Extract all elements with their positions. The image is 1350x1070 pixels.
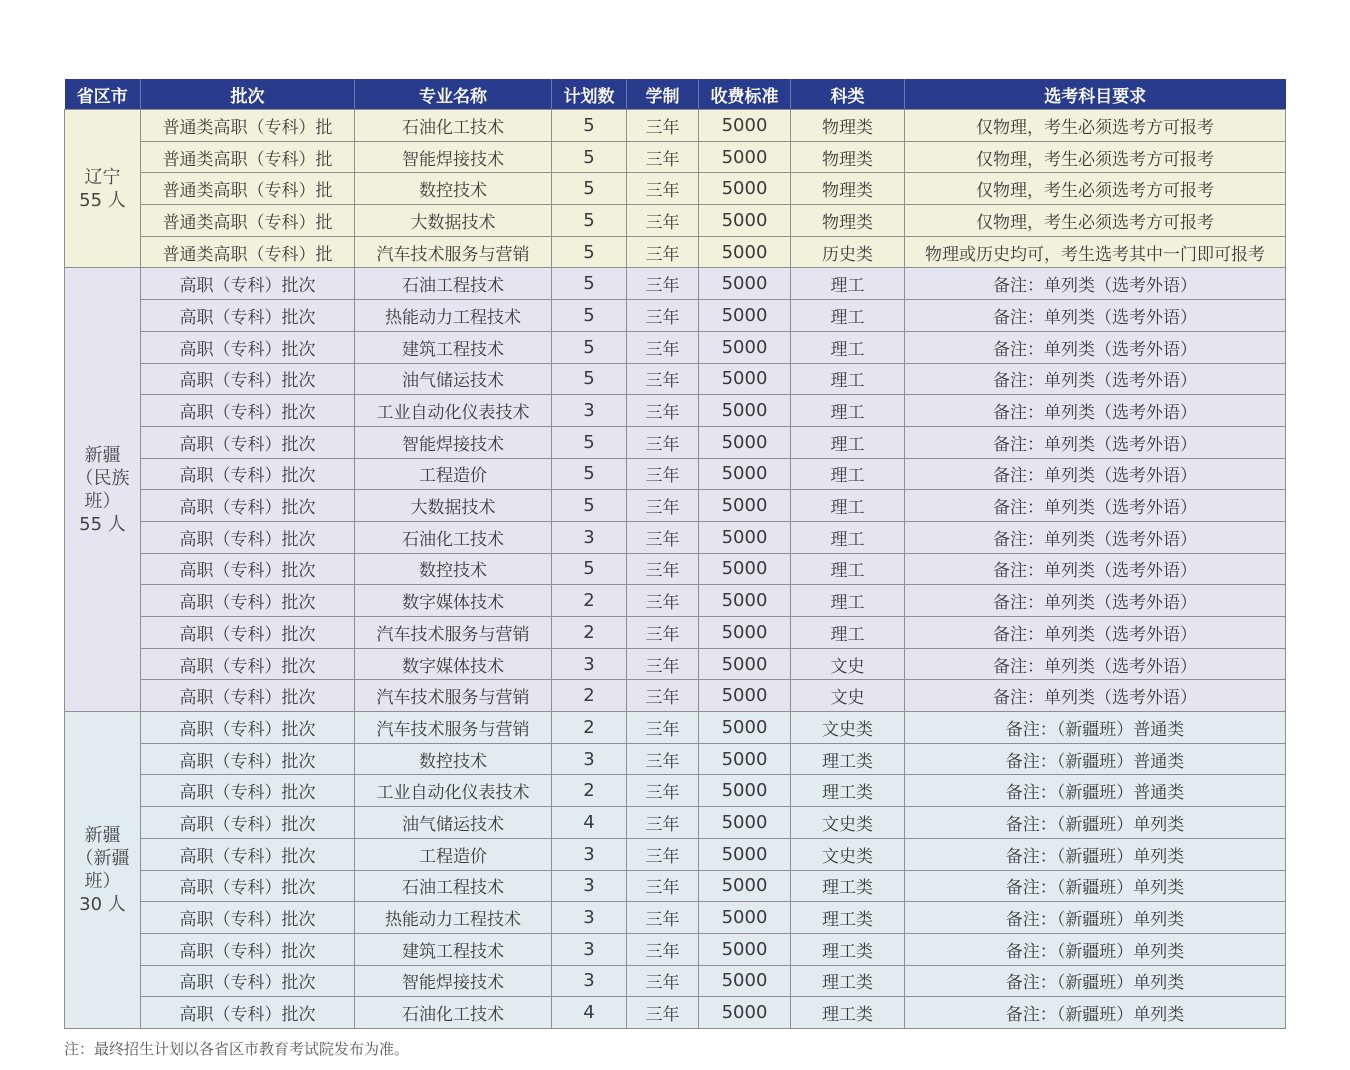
category-cell: 文史类 <box>791 807 905 839</box>
major-cell: 石油工程技术 <box>355 268 552 300</box>
subject-requirement-cell: 备注：单列类（选考外语） <box>905 680 1286 712</box>
tuition-cell: 5000 <box>699 743 791 775</box>
subject-requirement-cell: 备注：（新疆班）单列类 <box>905 870 1286 902</box>
table-row <box>65 680 1286 712</box>
category-cell: 理工 <box>791 300 905 332</box>
subject-requirement-cell: 备注：（新疆班）普通类 <box>905 775 1286 807</box>
batch-cell: 高职（专科）批次 <box>141 395 355 427</box>
tuition-cell: 5000 <box>699 807 791 839</box>
tuition-cell: 5000 <box>699 173 791 205</box>
batch-cell: 普通类高职（专科）批 <box>141 141 355 173</box>
table-body <box>65 110 1286 1029</box>
plan-count-cell: 3 <box>552 933 627 965</box>
category-cell: 理工 <box>791 553 905 585</box>
plan-count-cell: 5 <box>552 363 627 395</box>
major-cell: 油气储运技术 <box>355 363 552 395</box>
category-cell: 理工类 <box>791 902 905 934</box>
header-batch: 批次 <box>141 79 355 110</box>
tuition-cell: 5000 <box>699 712 791 744</box>
plan-count-cell: 5 <box>552 426 627 458</box>
duration-cell: 三年 <box>627 965 699 997</box>
tuition-cell: 5000 <box>699 363 791 395</box>
province-label-line: 30 人 <box>79 894 126 915</box>
duration-cell: 三年 <box>627 268 699 300</box>
major-cell: 智能焊接技术 <box>355 426 552 458</box>
batch-cell: 高职（专科）批次 <box>141 331 355 363</box>
category-cell: 历史类 <box>791 236 905 268</box>
tuition-cell: 5000 <box>699 870 791 902</box>
batch-cell: 高职（专科）批次 <box>141 712 355 744</box>
tuition-cell: 5000 <box>699 110 791 142</box>
plan-count-cell: 5 <box>552 300 627 332</box>
tuition-cell: 5000 <box>699 426 791 458</box>
subject-requirement-cell: 备注：单列类（选考外语） <box>905 617 1286 649</box>
plan-count-cell: 3 <box>552 902 627 934</box>
subject-requirement-cell: 备注：单列类（选考外语） <box>905 585 1286 617</box>
major-cell: 数字媒体技术 <box>355 648 552 680</box>
header-tuition: 收费标准 <box>699 79 791 110</box>
tuition-cell: 5000 <box>699 268 791 300</box>
category-cell: 物理类 <box>791 141 905 173</box>
batch-cell: 高职（专科）批次 <box>141 743 355 775</box>
header-row <box>65 79 1286 110</box>
major-cell: 油气储运技术 <box>355 807 552 839</box>
plan-count-cell: 5 <box>552 331 627 363</box>
major-cell: 工业自动化仪表技术 <box>355 395 552 427</box>
duration-cell: 三年 <box>627 141 699 173</box>
province-label-line: 55 人 <box>79 189 126 211</box>
category-cell: 理工 <box>791 426 905 458</box>
major-cell: 热能动力工程技术 <box>355 902 552 934</box>
duration-cell: 三年 <box>627 110 699 142</box>
category-cell: 理工 <box>791 521 905 553</box>
table-row <box>65 363 1286 395</box>
plan-count-cell: 2 <box>552 775 627 807</box>
table-row <box>65 236 1286 268</box>
subject-requirement-cell: 备注：单列类（选考外语） <box>905 363 1286 395</box>
batch-cell: 普通类高职（专科）批 <box>141 110 355 142</box>
batch-cell: 高职（专科）批次 <box>141 775 355 807</box>
major-cell: 大数据技术 <box>355 205 552 237</box>
table-row <box>65 648 1286 680</box>
subject-requirement-cell: 备注：（新疆班）单列类 <box>905 838 1286 870</box>
major-cell: 智能焊接技术 <box>355 141 552 173</box>
tuition-cell: 5000 <box>699 965 791 997</box>
subject-requirement-cell: 备注：单列类（选考外语） <box>905 331 1286 363</box>
table-row <box>65 110 1286 142</box>
tuition-cell: 5000 <box>699 775 791 807</box>
duration-cell: 三年 <box>627 490 699 522</box>
table-header <box>65 79 1286 110</box>
province-label-line: 新疆 <box>84 444 121 466</box>
province-cell <box>65 268 141 712</box>
subject-requirement-cell: 备注：（新疆班）普通类 <box>905 712 1286 744</box>
major-cell: 大数据技术 <box>355 490 552 522</box>
category-cell: 物理类 <box>791 173 905 205</box>
table-row <box>65 490 1286 522</box>
table-row <box>65 807 1286 839</box>
province-cell <box>65 110 141 268</box>
batch-cell: 高职（专科）批次 <box>141 965 355 997</box>
tuition-cell: 5000 <box>699 141 791 173</box>
category-cell: 理工 <box>791 268 905 300</box>
batch-cell: 高职（专科）批次 <box>141 458 355 490</box>
tuition-cell: 5000 <box>699 997 791 1029</box>
duration-cell: 三年 <box>627 521 699 553</box>
category-cell: 理工 <box>791 585 905 617</box>
plan-count-cell: 3 <box>552 870 627 902</box>
tuition-cell: 5000 <box>699 585 791 617</box>
batch-cell: 高职（专科）批次 <box>141 870 355 902</box>
plan-count-cell: 2 <box>552 617 627 649</box>
batch-cell: 高职（专科）批次 <box>141 363 355 395</box>
plan-count-cell: 5 <box>552 110 627 142</box>
table-row <box>65 553 1286 585</box>
duration-cell: 三年 <box>627 363 699 395</box>
duration-cell: 三年 <box>627 331 699 363</box>
plan-count-cell: 3 <box>552 743 627 775</box>
province-label-line: 新疆 <box>84 825 121 846</box>
tuition-cell: 5000 <box>699 300 791 332</box>
category-cell: 理工类 <box>791 743 905 775</box>
table-row <box>65 712 1286 744</box>
subject-requirement-cell: 备注：单列类（选考外语） <box>905 521 1286 553</box>
province-cell <box>65 712 141 1029</box>
plan-count-cell: 5 <box>552 268 627 300</box>
subject-requirement-cell: 物理或历史均可，考生选考其中一门即可报考 <box>905 236 1286 268</box>
duration-cell: 三年 <box>627 775 699 807</box>
subject-requirement-cell: 备注：单列类（选考外语） <box>905 458 1286 490</box>
province-label-line: 辽宁 <box>84 166 121 188</box>
subject-requirement-cell: 备注：单列类（选考外语） <box>905 553 1286 585</box>
duration-cell: 三年 <box>627 173 699 205</box>
major-cell: 建筑工程技术 <box>355 331 552 363</box>
table-row <box>65 173 1286 205</box>
major-cell: 智能焊接技术 <box>355 965 552 997</box>
major-cell: 数控技术 <box>355 173 552 205</box>
major-cell: 汽车技术服务与营销 <box>355 680 552 712</box>
duration-cell: 三年 <box>627 648 699 680</box>
plan-count-cell: 5 <box>552 173 627 205</box>
table-row <box>65 458 1286 490</box>
plan-count-cell: 5 <box>552 236 627 268</box>
batch-cell: 高职（专科）批次 <box>141 585 355 617</box>
header-plan-count: 计划数 <box>552 79 627 110</box>
header-major: 专业名称 <box>355 79 552 110</box>
duration-cell: 三年 <box>627 997 699 1029</box>
plan-count-cell: 4 <box>552 997 627 1029</box>
plan-count-cell: 5 <box>552 205 627 237</box>
subject-requirement-cell: 备注：单列类（选考外语） <box>905 426 1286 458</box>
category-cell: 理工类 <box>791 775 905 807</box>
major-cell: 工程造价 <box>355 838 552 870</box>
batch-cell: 高职（专科）批次 <box>141 300 355 332</box>
table-row <box>65 743 1286 775</box>
batch-cell: 高职（专科）批次 <box>141 426 355 458</box>
subject-requirement-cell: 备注：（新疆班）单列类 <box>905 933 1286 965</box>
batch-cell: 高职（专科）批次 <box>141 997 355 1029</box>
table-row <box>65 268 1286 300</box>
duration-cell: 三年 <box>627 205 699 237</box>
subject-requirement-cell: 备注：（新疆班）单列类 <box>905 807 1286 839</box>
subject-requirement-cell: 备注：（新疆班）单列类 <box>905 965 1286 997</box>
category-cell: 理工类 <box>791 965 905 997</box>
major-cell: 汽车技术服务与营销 <box>355 236 552 268</box>
subject-requirement-cell: 备注：单列类（选考外语） <box>905 268 1286 300</box>
tuition-cell: 5000 <box>699 838 791 870</box>
tuition-cell: 5000 <box>699 680 791 712</box>
province-label-line: （民族 <box>75 467 130 489</box>
duration-cell: 三年 <box>627 902 699 934</box>
batch-cell: 普通类高职（专科）批 <box>141 205 355 237</box>
subject-requirement-cell: 仅物理，考生必须选考方可报考 <box>905 110 1286 142</box>
plan-count-cell: 3 <box>552 395 627 427</box>
plan-count-cell: 5 <box>552 490 627 522</box>
batch-cell: 高职（专科）批次 <box>141 648 355 680</box>
category-cell: 文史类 <box>791 712 905 744</box>
plan-count-cell: 3 <box>552 965 627 997</box>
category-cell: 理工类 <box>791 997 905 1029</box>
table-row <box>65 617 1286 649</box>
table-row <box>65 205 1286 237</box>
province-label-line: 班） <box>84 490 121 512</box>
subject-requirement-cell: 备注：单列类（选考外语） <box>905 395 1286 427</box>
tuition-cell: 5000 <box>699 331 791 363</box>
table-row <box>65 141 1286 173</box>
major-cell: 工程造价 <box>355 458 552 490</box>
table-row <box>65 585 1286 617</box>
province-label-line: 班） <box>84 871 121 892</box>
category-cell: 理工 <box>791 363 905 395</box>
table-row <box>65 300 1286 332</box>
header-subject-requirement: 选考科目要求 <box>905 79 1286 110</box>
table-row <box>65 426 1286 458</box>
major-cell: 石油化工技术 <box>355 110 552 142</box>
category-cell: 文史 <box>791 680 905 712</box>
enrollment-plan-table <box>64 79 1286 1029</box>
category-cell: 物理类 <box>791 205 905 237</box>
table-row <box>65 521 1286 553</box>
subject-requirement-cell: 仅物理，考生必须选考方可报考 <box>905 173 1286 205</box>
subject-requirement-cell: 备注：（新疆班）单列类 <box>905 902 1286 934</box>
header-province: 省区市 <box>65 79 141 110</box>
header-duration: 学制 <box>627 79 699 110</box>
plan-count-cell: 3 <box>552 521 627 553</box>
major-cell: 石油工程技术 <box>355 870 552 902</box>
tuition-cell: 5000 <box>699 902 791 934</box>
province-label-line: 55 人 <box>79 513 126 535</box>
table-row <box>65 775 1286 807</box>
duration-cell: 三年 <box>627 395 699 427</box>
plan-count-cell: 3 <box>552 838 627 870</box>
tuition-cell: 5000 <box>699 205 791 237</box>
plan-count-cell: 2 <box>552 680 627 712</box>
batch-cell: 普通类高职（专科）批 <box>141 236 355 268</box>
table-row <box>65 331 1286 363</box>
category-cell: 理工 <box>791 395 905 427</box>
duration-cell: 三年 <box>627 743 699 775</box>
duration-cell: 三年 <box>627 553 699 585</box>
duration-cell: 三年 <box>627 680 699 712</box>
tuition-cell: 5000 <box>699 617 791 649</box>
plan-count-cell: 5 <box>552 458 627 490</box>
duration-cell: 三年 <box>627 712 699 744</box>
duration-cell: 三年 <box>627 933 699 965</box>
category-cell: 理工 <box>791 617 905 649</box>
major-cell: 汽车技术服务与营销 <box>355 712 552 744</box>
duration-cell: 三年 <box>627 585 699 617</box>
province-label-line: （新疆 <box>75 848 130 869</box>
table-row <box>65 870 1286 902</box>
batch-cell: 高职（专科）批次 <box>141 553 355 585</box>
major-cell: 建筑工程技术 <box>355 933 552 965</box>
major-cell: 热能动力工程技术 <box>355 300 552 332</box>
duration-cell: 三年 <box>627 458 699 490</box>
duration-cell: 三年 <box>627 617 699 649</box>
batch-cell: 高职（专科）批次 <box>141 902 355 934</box>
category-cell: 文史 <box>791 648 905 680</box>
major-cell: 数控技术 <box>355 553 552 585</box>
batch-cell: 高职（专科）批次 <box>141 933 355 965</box>
plan-count-cell: 2 <box>552 712 627 744</box>
tuition-cell: 5000 <box>699 933 791 965</box>
duration-cell: 三年 <box>627 838 699 870</box>
batch-cell: 普通类高职（专科）批 <box>141 173 355 205</box>
batch-cell: 高职（专科）批次 <box>141 268 355 300</box>
major-cell: 石油化工技术 <box>355 521 552 553</box>
table-row <box>65 997 1286 1029</box>
category-cell: 文史类 <box>791 838 905 870</box>
duration-cell: 三年 <box>627 236 699 268</box>
table-row <box>65 965 1286 997</box>
category-cell: 物理类 <box>791 110 905 142</box>
plan-count-cell: 2 <box>552 585 627 617</box>
batch-cell: 高职（专科）批次 <box>141 490 355 522</box>
subject-requirement-cell: 备注：单列类（选考外语） <box>905 300 1286 332</box>
major-cell: 数控技术 <box>355 743 552 775</box>
major-cell: 石油化工技术 <box>355 997 552 1029</box>
batch-cell: 高职（专科）批次 <box>141 617 355 649</box>
category-cell: 理工 <box>791 331 905 363</box>
tuition-cell: 5000 <box>699 395 791 427</box>
plan-count-cell: 4 <box>552 807 627 839</box>
category-cell: 理工 <box>791 458 905 490</box>
category-cell: 理工 <box>791 490 905 522</box>
subject-requirement-cell: 仅物理，考生必须选考方可报考 <box>905 205 1286 237</box>
major-cell: 数字媒体技术 <box>355 585 552 617</box>
batch-cell: 高职（专科）批次 <box>141 807 355 839</box>
tuition-cell: 5000 <box>699 553 791 585</box>
tuition-cell: 5000 <box>699 236 791 268</box>
major-cell: 工业自动化仪表技术 <box>355 775 552 807</box>
tuition-cell: 5000 <box>699 521 791 553</box>
plan-count-cell: 5 <box>552 141 627 173</box>
tuition-cell: 5000 <box>699 648 791 680</box>
enrollment-plan-table-wrapper <box>64 79 1285 1029</box>
plan-count-cell: 5 <box>552 553 627 585</box>
subject-requirement-cell: 备注：单列类（选考外语） <box>905 490 1286 522</box>
table-row <box>65 395 1286 427</box>
tuition-cell: 5000 <box>699 490 791 522</box>
category-cell: 理工类 <box>791 870 905 902</box>
plan-count-cell: 3 <box>552 648 627 680</box>
batch-cell: 高职（专科）批次 <box>141 838 355 870</box>
batch-cell: 高职（专科）批次 <box>141 680 355 712</box>
subject-requirement-cell: 备注：（新疆班）单列类 <box>905 997 1286 1029</box>
batch-cell: 高职（专科）批次 <box>141 521 355 553</box>
major-cell: 汽车技术服务与营销 <box>355 617 552 649</box>
duration-cell: 三年 <box>627 870 699 902</box>
footnote: 注：最终招生计划以各省区市教育考试院发布为准。 <box>64 1040 410 1058</box>
category-cell: 理工类 <box>791 933 905 965</box>
table-row <box>65 933 1286 965</box>
duration-cell: 三年 <box>627 807 699 839</box>
duration-cell: 三年 <box>627 426 699 458</box>
header-category: 科类 <box>791 79 905 110</box>
tuition-cell: 5000 <box>699 458 791 490</box>
subject-requirement-cell: 备注：单列类（选考外语） <box>905 648 1286 680</box>
subject-requirement-cell: 备注：（新疆班）普通类 <box>905 743 1286 775</box>
subject-requirement-cell: 仅物理，考生必须选考方可报考 <box>905 141 1286 173</box>
duration-cell: 三年 <box>627 300 699 332</box>
table-row <box>65 902 1286 934</box>
table-row <box>65 838 1286 870</box>
